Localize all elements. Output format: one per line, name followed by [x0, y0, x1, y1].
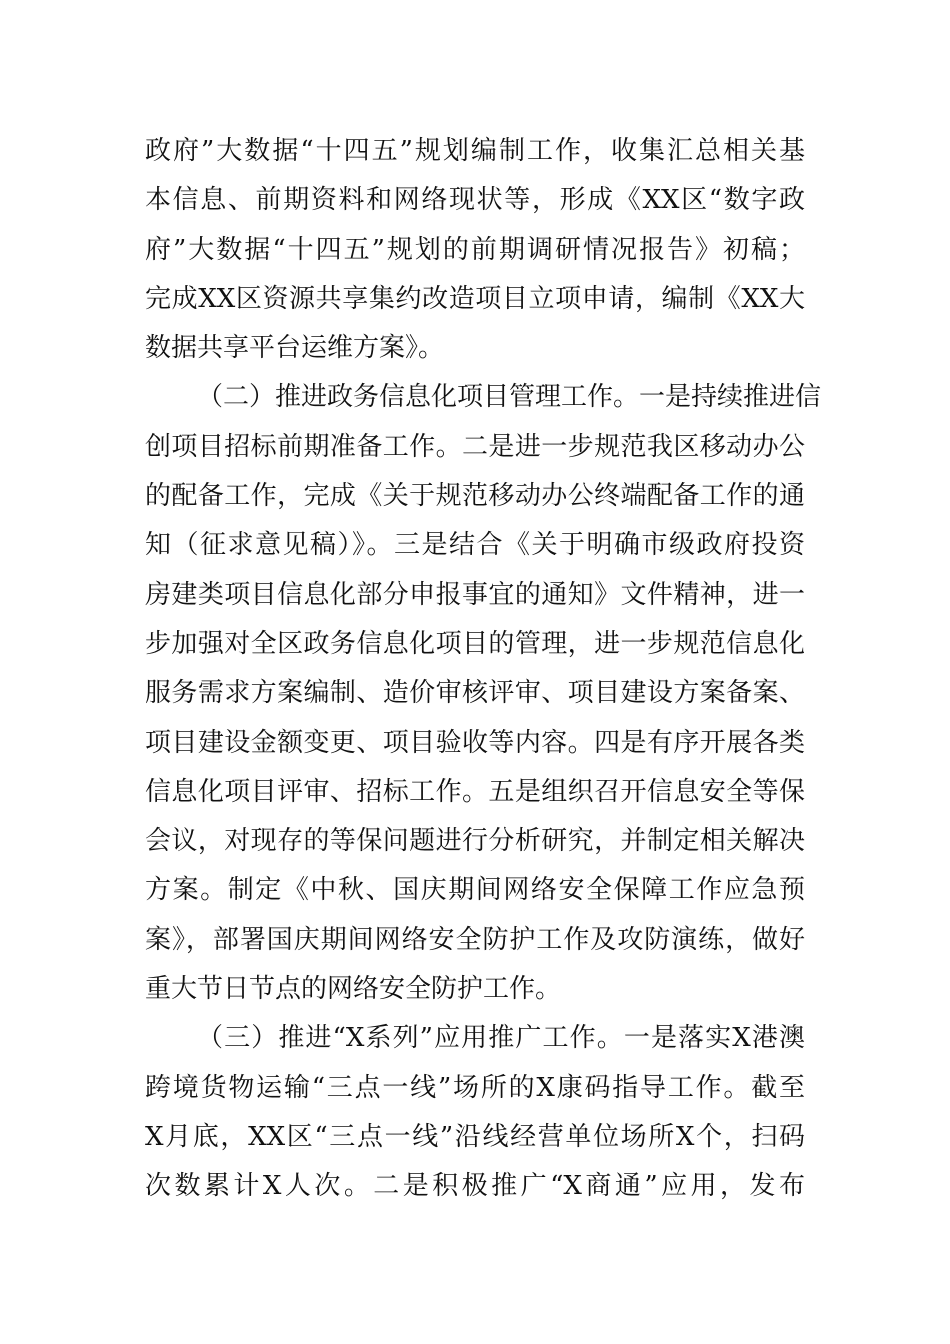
- text-line: 次数累计X人次。二是积极推广“X商通”应用，发布: [145, 1171, 805, 1202]
- text-line: 本信息、前期资料和网络现状等，形成《XX区“数字政: [145, 185, 805, 216]
- text-line: 会议，对现存的等保问题进行分析研究，并制定相关解决: [145, 826, 805, 857]
- text-line: 跨境货物运输“三点一线”场所的X康码指导工作。截至: [145, 1072, 805, 1103]
- document-body: [145, 127, 822, 1212]
- text-line: 数据共享平台运维方案》。: [145, 333, 445, 364]
- text-line: 完成XX区资源共享集约改造项目立项申请，编制《XX大: [145, 283, 805, 314]
- paragraph-heading-2: （二）推进政务信息化项目管理工作。一是持续推进信: [197, 382, 822, 413]
- text-line: 方案。制定《中秋、国庆期间网络安全保障工作应急预: [145, 875, 805, 906]
- text-line: 政府”大数据“十四五”规划编制工作，收集汇总相关基: [145, 136, 805, 166]
- text-line: 案》，部署国庆期间网络安全防护工作及攻防演练，做好: [145, 924, 805, 955]
- text-line: 重大节日节点的网络安全防护工作。: [145, 974, 562, 1005]
- text-line: 项目建设金额变更、项目验收等内容。四是有序开展各类: [145, 727, 805, 758]
- text-line: 知（征求意见稿）》。三是结合《关于明确市级政府投资: [145, 530, 805, 561]
- text-line: 的配备工作，完成《关于规范移动办公终端配备工作的通: [145, 481, 805, 512]
- paragraph-heading-3: （三）推进“X系列”应用推广工作。一是落实X港澳: [197, 1023, 805, 1054]
- text-line: 创项目招标前期准备工作。二是进一步规范我区移动办公: [145, 431, 805, 462]
- text-line: 服务需求方案编制、造价审核评审、项目建设方案备案、: [145, 678, 805, 709]
- text-line: 府”大数据“十四五”规划的前期调研情况报告》初稿；: [145, 234, 805, 265]
- text-line: 信息化项目评审、招标工作。五是组织召开信息安全等保: [145, 776, 805, 807]
- text-line: 步加强对全区政务信息化项目的管理，进一步规范信息化: [145, 628, 805, 659]
- text-line: X月底，XX区“三点一线”沿线经营单位场所X个，扫码: [145, 1121, 805, 1152]
- text-line: 房建类项目信息化部分申报事宜的通知》文件精神，进一: [145, 579, 805, 610]
